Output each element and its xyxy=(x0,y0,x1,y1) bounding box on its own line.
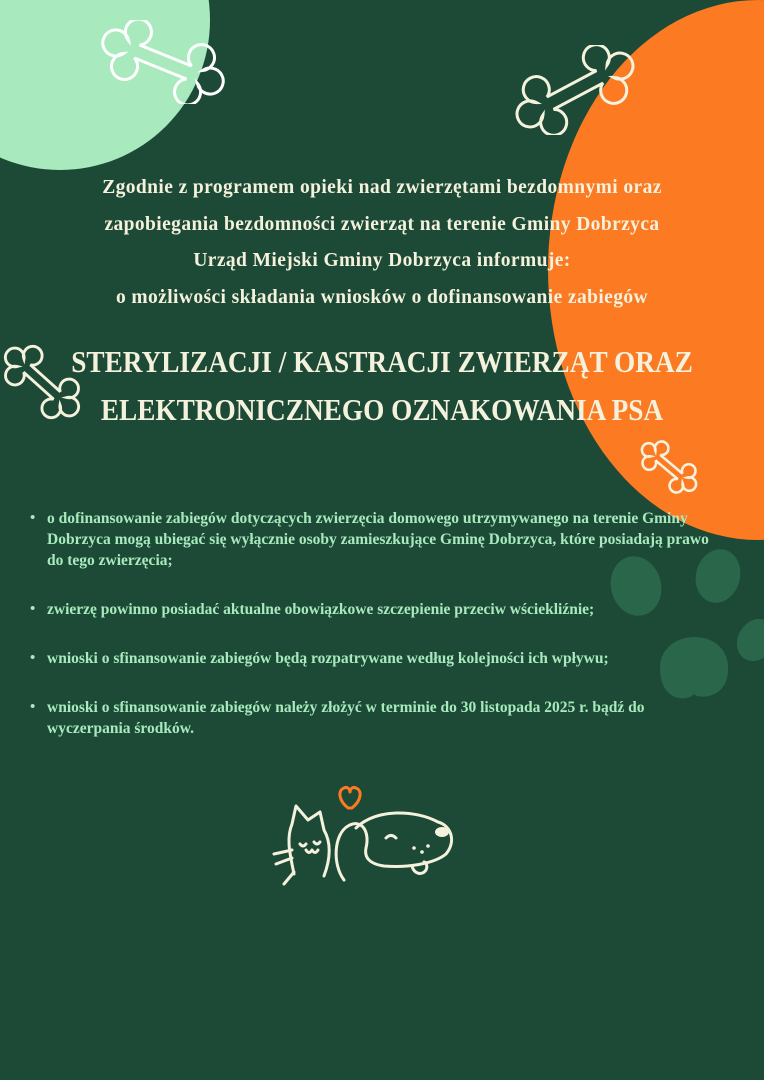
list-item: • wnioski o sfinansowanie zabiegów należy złożyć w terminie do 30 listopada 2025 r. bądź do wyczerpania środków. xyxy=(30,697,720,739)
headline xyxy=(63,338,700,434)
bone-icon xyxy=(100,20,226,104)
list-item: • zwierzę powinno posiadać aktualne obowiązkowe szczepienie przeciw wściekliźnie; xyxy=(30,599,720,620)
intro-line: o możliwości składania wniosków o dofinansowanie zabiegów xyxy=(115,286,649,308)
cat-and-dog-heart-logo xyxy=(266,784,466,894)
intro-line: Zgodnie z programem opieki nad zwierzętami bezdomnymi oraz xyxy=(102,177,662,198)
bone-icon xyxy=(510,45,640,135)
list-item: • o dofinansowanie zabiegów dotyczących zwierzęcia domowego utrzymywanego na terenie Gminy Dobrzyca mogą ubiegać się wyłącznie osoby zamieszkujące Gminę Dobrzyca, które posiadają prawo do tego zwierzęcia; xyxy=(30,508,720,571)
bullet-list xyxy=(30,508,720,767)
list-item: • wnioski o sfinansowanie zabiegów będą rozpatrywane według kolejności ich wpływu; xyxy=(30,648,720,669)
headline-line: ELEKTRONICZNEGO OZNAKOWANIA PSA xyxy=(100,392,664,427)
intro-line: zapobiegania bezdomności zwierząt na terenie Gminy Dobrzyca xyxy=(104,213,660,235)
bone-icon xyxy=(634,432,704,502)
intro-text xyxy=(20,170,744,316)
headline-line: STERYLIZACJI / KASTRACJI ZWIERZĄT ORAZ xyxy=(71,344,693,379)
intro-line: Urząd Miejski Gminy Dobrzyca informuje: xyxy=(193,250,571,271)
